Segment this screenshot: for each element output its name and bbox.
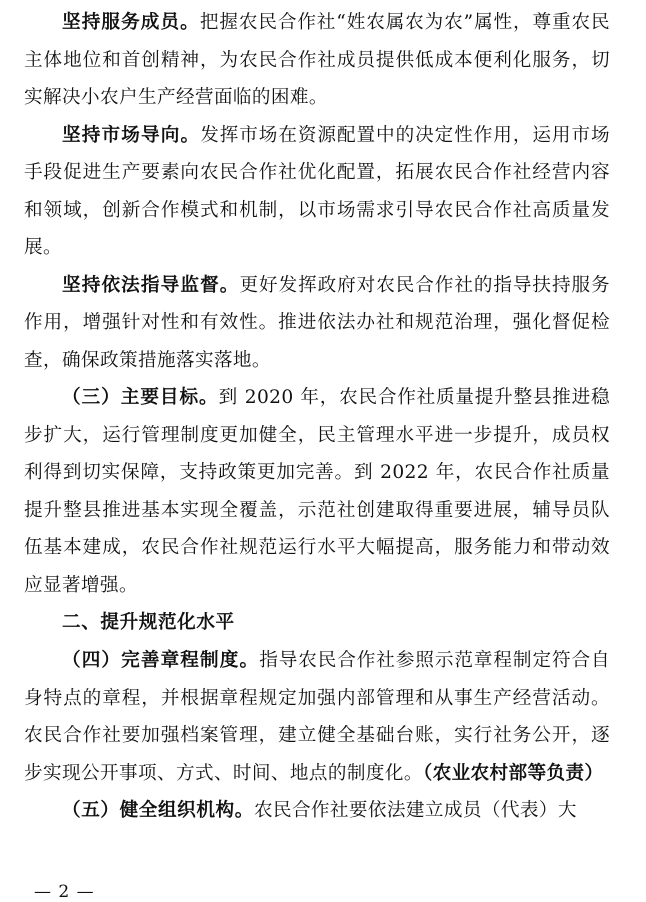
paragraph-text: 指导农民合作社参照示范章程制定符合自身特点的章程，并根据章程规定加强内部管理和从事生产经营活动。农民合作社要加强档案管理，建立健全基础台账，实行社务公开，逐步实现公开事项、方式、时间、地点的制度化。 xyxy=(24,650,610,784)
paragraph-lead: （四）完善章程制度。 xyxy=(62,650,260,671)
paragraph-lead: （五）健全组织机构。 xyxy=(62,800,254,821)
paragraph-text: 把握农民合作社“姓农属农为农”属性，尊重农民主体地位和首创精神，为农民合作社成员提供低成本便利化服务，切实解决小农户生产经营面临的困难。 xyxy=(24,12,611,108)
page-number: — 2 — xyxy=(34,882,95,902)
section-heading: 二、提升规范化水平 xyxy=(62,612,235,633)
paragraph-text: 更好发挥政府对农民合作社的指导扶持服务作用，增强针对性和有效性。推进依法办社和规范治理，强化督促检查，确保政策措施落实落地。 xyxy=(24,274,610,371)
paragraph-text: 农民合作社要依法建立成员（代表）大 xyxy=(253,800,577,821)
paragraph-lead: 坚持服务成员。 xyxy=(62,12,200,33)
paragraph-lead: 坚持市场导向。 xyxy=(62,124,201,146)
paragraph-charter-system xyxy=(24,642,610,792)
paragraph-legal-guidance xyxy=(24,267,610,380)
document-page xyxy=(24,4,610,830)
paragraph-organization xyxy=(24,792,610,830)
paragraph-text: 发挥市场在资源配置中的决定性作用，运用市场手段促进生产要素向农民合作社优化配置，拓展农民合作社经营内容和领域，创新合作模式和机制，以市场需求引导农民合作社高质量发展。 xyxy=(24,124,610,258)
paragraph-market-oriented xyxy=(24,117,610,267)
responsible-note: （农业农村部等负责） xyxy=(422,762,604,784)
paragraph-serve-members xyxy=(24,4,610,117)
paragraph-lead: 坚持依法指导监督。 xyxy=(62,274,240,296)
paragraph-lead: （三）主要目标。 xyxy=(62,387,219,408)
paragraph-main-goals xyxy=(24,379,610,604)
paragraph-text: 到 2020 年，农民合作社质量提升整县推进稳步扩大，运行管理制度更加健全，民主管理水平进一步提升，成员权利得到切实保障，支持政策更加完善。到 2022 年，农民合作社质量提升整县推进基本实现全覆盖，示范社创建取得重要进展，辅导员队伍基本建成，农民合作社规范运行水平大幅提高，服务能力和带动效应显著增强。 xyxy=(24,387,610,596)
